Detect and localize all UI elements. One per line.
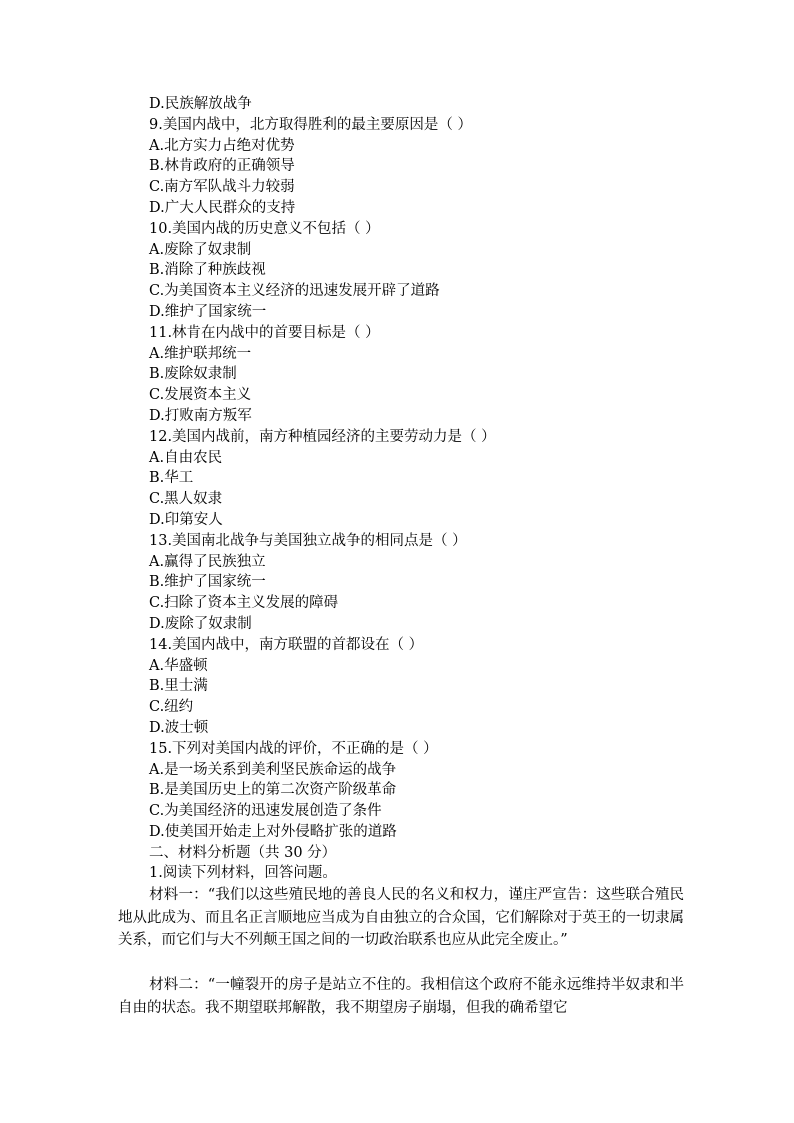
text-line: A.华盛顿 xyxy=(149,657,208,674)
text-line: 14.美国内战中，南方联盟的首都设在（ ） xyxy=(149,636,424,653)
text-line: C.扫除了资本主义发展的障碍 xyxy=(149,595,339,612)
text-line: B.里士满 xyxy=(149,678,208,695)
text-line: A.废除了奴隶制 xyxy=(149,241,252,258)
text-line: A.自由农民 xyxy=(149,449,223,466)
material-one-paragraph xyxy=(118,884,684,952)
text-line: C.黑人奴隶 xyxy=(149,491,223,508)
text-line: D.印第安人 xyxy=(149,511,223,528)
text-line: D.打败南方叛军 xyxy=(149,407,252,424)
text-line: C.南方军队战斗力较弱 xyxy=(149,179,295,196)
text-line: A.北方实力占绝对优势 xyxy=(149,137,295,154)
text-line: D.波士顿 xyxy=(149,719,209,736)
text-line: D.广大人民群众的支持 xyxy=(149,199,296,216)
text-line: B.是美国历史上的第二次资产阶级革命 xyxy=(149,782,397,799)
text-line: D.民族解放战争 xyxy=(149,96,252,112)
text-line: 15.下列对美国内战的评价，不正确的是（ ） xyxy=(149,740,438,757)
text-line: D.废除了奴隶制 xyxy=(149,615,252,632)
question-list xyxy=(149,94,689,884)
text-line: C.纽约 xyxy=(149,699,194,716)
text-line: C.为美国经济的迅速发展创造了条件 xyxy=(149,803,382,820)
text-line: B.消除了种族歧视 xyxy=(149,262,266,279)
text-line: 9.美国内战中，北方取得胜利的最主要原因是（ ） xyxy=(149,116,472,133)
text-line: B.废除奴隶制 xyxy=(149,366,237,383)
material-two-paragraph xyxy=(118,974,684,1019)
text-line: B.华工 xyxy=(149,470,194,487)
text-line: D.使美国开始走上对外侵略扩张的道路 xyxy=(149,823,397,840)
text-line: 13.美国南北战争与美国独立战争的相同点是（ ） xyxy=(149,532,467,549)
text-line: D.维护了国家统一 xyxy=(149,303,267,320)
text-line: 1.阅读下列材料，回答问题。 xyxy=(149,865,337,882)
text-line: 10.美国内战的历史意义不包括（ ） xyxy=(149,220,380,237)
material-one-text: 材料一：“我们以这些殖民地的善良人民的名义和权力，谨庄严宣告：这些联合殖民地从此成为、而且名正言顺地应当成为自由独立的合众国，它们解除对于英王的一切隶属关系，而它们与大不列颠王国之间的一切政治联系也应从此完全废止。” xyxy=(118,887,684,948)
text-line: 11.林肯在内战中的首要目标是（ ） xyxy=(149,324,380,341)
text-line: A.维护联邦统一 xyxy=(149,345,252,362)
text-line: A.是一场关系到美利坚民族命运的战争 xyxy=(149,761,397,778)
text-line: C.发展资本主义 xyxy=(149,387,252,404)
text-line: C.为美国资本主义经济的迅速发展开辟了道路 xyxy=(149,283,440,300)
text-line: B.林肯政府的正确领导 xyxy=(149,158,295,175)
text-line: B.维护了国家统一 xyxy=(149,574,266,591)
text-line: A.赢得了民族独立 xyxy=(149,553,266,570)
text-line: 12.美国内战前，南方种植园经济的主要劳动力是（ ） xyxy=(149,428,496,445)
material-two-text: 材料二：“一幢裂开的房子是站立不住的。我相信这个政府不能永远维持半奴隶和半自由的状态。我不期望联邦解散，我不期望房子崩塌，但我的确希望它 xyxy=(118,977,684,1016)
section-heading: 二、材料分析题（共 30 分） xyxy=(149,844,337,861)
